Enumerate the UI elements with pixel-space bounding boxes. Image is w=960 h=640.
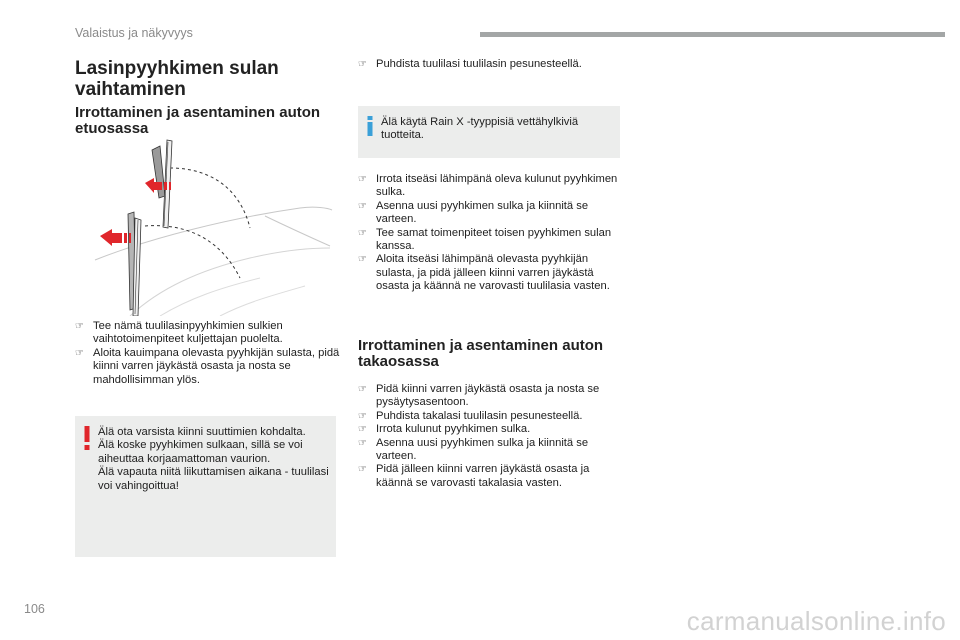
front-steps-list <box>75 320 343 387</box>
sweep-arc-near <box>145 226 240 278</box>
info-note <box>358 106 620 158</box>
lift-arrow-near <box>100 229 131 246</box>
hand-bullet-icon: ☞ <box>358 174 367 185</box>
list-item: ☞ Irrota itseäsi lähimpänä oleva kulunut pyyhkimen sulka. <box>358 173 618 199</box>
hand-bullet-icon: ☞ <box>75 347 84 359</box>
list-item: ☞ Tee samat toimenpiteet toisen pyyhkimen sulan kanssa. <box>358 226 612 253</box>
wash-steps-list <box>358 58 620 71</box>
info-text: Älä käytä Rain X -tyyppisiä vettähylkiviä tuotteita. <box>381 116 579 142</box>
list-item: ☞ Aloita kauimpana olevasta pyyhkijän sulasta, pidä kiinni varren jäykästä osasta ja nosta se mahdollisimman ylös. <box>75 346 340 386</box>
list-item: ☞ Asenna uusi pyyhkimen sulka ja kiinnitä se varteen. <box>358 199 589 226</box>
header-bar <box>480 32 945 37</box>
front-section-heading: Irrottaminen ja asentaminen auton etuosassa <box>75 104 321 137</box>
hand-bullet-icon: ☞ <box>358 464 367 476</box>
list-item: ☞ Puhdista tuulilasi tuulilasin pesunesteellä. <box>358 58 582 70</box>
list-item: ☞ Puhdista takalasi tuulilasin pesunesteellä. <box>358 409 583 422</box>
list-item: ☞ Pidä kiinni varren jäykästä osasta ja nosta se pysäytysasentoon. <box>358 383 600 409</box>
info-icon <box>366 116 374 136</box>
page-number: 106 <box>24 602 45 616</box>
hand-bullet-icon: ☞ <box>358 424 367 436</box>
watermark: carmanualsonline.info <box>686 606 946 636</box>
list-item: ☞ Aloita itseäsi lähimpänä olevasta pyyhkijän sulasta, ja pidä jälleen kiinni varren jäykästä osasta ja käännä ne varovasti tuulilasia vasten. <box>358 253 610 293</box>
rear-steps-list <box>358 383 620 490</box>
replace-steps-list <box>358 173 620 294</box>
warning-text: Älä ota varsista kiinni suuttimien kohdalta. Älä koske pyyhkimen sulkaan, sillä se voi aiheuttaa korjaamattoman vaurion. Älä vapauta niitä liikuttamisen aikana - tuulilasi voi vahingoittua! <box>98 426 329 492</box>
list-item: ☞ Pidä jälleen kiinni varren jäykästä osasta ja käännä se varovasti takalasia vasten. <box>358 463 590 489</box>
list-item: ☞ Asenna uusi pyyhkimen sulka ja kiinnitä se varteen. <box>358 436 589 463</box>
hand-bullet-icon: ☞ <box>358 437 367 449</box>
rear-section-heading: Irrottaminen ja asentaminen auton takaosassa <box>358 337 604 370</box>
list-item: ☞ Tee nämä tuulilasinpyyhkimien sulkien vaihtotoimenpiteet kuljettajan puolelta. <box>75 320 283 346</box>
exclamation-warning-icon <box>83 426 91 450</box>
section-title: Valaistus ja näkyvyys <box>75 26 193 40</box>
list-item: ☞ Irrota kulunut pyyhkimen sulka. <box>358 423 531 436</box>
hand-bullet-icon: ☞ <box>358 227 367 239</box>
hand-bullet-icon: ☞ <box>358 384 367 395</box>
wiper-illustration <box>90 138 335 316</box>
page-title: Lasinpyyhkimen sulan vaihtaminen <box>75 58 279 100</box>
hand-bullet-icon: ☞ <box>358 410 367 422</box>
hand-bullet-icon: ☞ <box>358 59 367 70</box>
near-wiper-arm <box>128 212 141 316</box>
hand-bullet-icon: ☞ <box>358 200 367 212</box>
warning-note <box>75 416 336 557</box>
hand-bullet-icon: ☞ <box>75 321 84 332</box>
hand-bullet-icon: ☞ <box>358 254 367 266</box>
